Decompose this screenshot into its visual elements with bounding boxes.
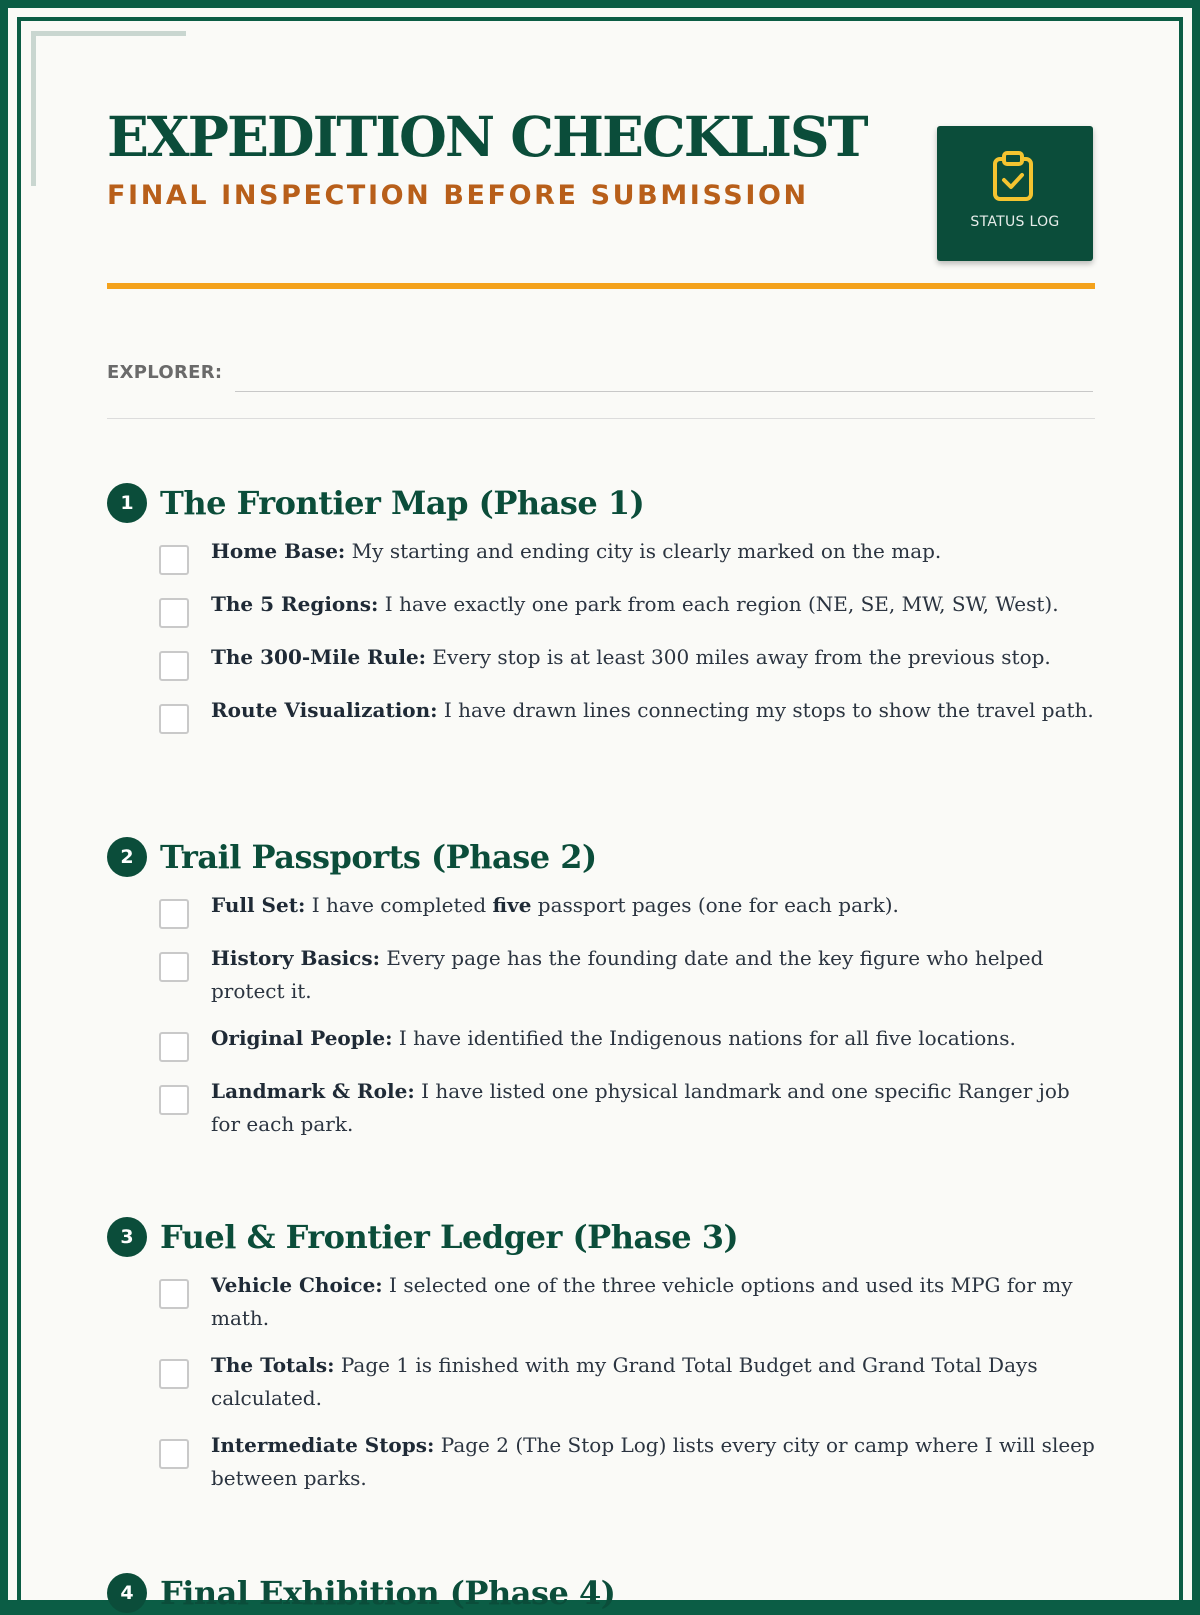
page-subtitle: FINAL INSPECTION BEFORE SUBMISSION	[107, 179, 809, 213]
section-number-badge: 4	[107, 1573, 147, 1613]
item-description: Page 1 is finished with my Grand Total Budget and Grand Total Days calculated.	[211, 1353, 1038, 1410]
status-log-label: STATUS LOG	[937, 214, 1093, 230]
item-description: Page 2 (The Stop Log) lists every city or camp where I will sleep between parks.	[211, 1433, 1095, 1490]
checklist-item-text	[211, 588, 1096, 621]
item-description: My starting and ending city is clearly marked on the map.	[345, 539, 941, 563]
checkbox[interactable]	[159, 899, 189, 929]
item-label: The 300-Mile Rule:	[211, 645, 426, 669]
item-label: Full Set:	[211, 893, 305, 917]
item-description: passport pages (one for each park).	[531, 893, 898, 917]
checklist-item-text	[211, 1349, 1096, 1415]
item-label: Intermediate Stops:	[211, 1433, 434, 1457]
item-label: Vehicle Choice:	[211, 1273, 383, 1297]
section-number-badge: 2	[107, 837, 147, 877]
item-description: I have completed	[305, 893, 492, 917]
checklist-item-text	[211, 1075, 1096, 1141]
clipboard-check-icon	[991, 151, 1035, 203]
checklist-item-text	[211, 1022, 1096, 1055]
item-description: I have listed one physical landmark and one specific Ranger job for each park.	[211, 1079, 1070, 1136]
section-title: Final Exhibition (Phase 4)	[160, 1571, 615, 1615]
explorer-name-field[interactable]	[235, 361, 1093, 392]
checklist-item-text	[211, 1429, 1096, 1495]
item-emphasis: five	[493, 893, 532, 917]
item-description: I have exactly one park from each region (NE, SE, MW, SW, West).	[378, 592, 1058, 616]
item-description: I selected one of the three vehicle options and used its MPG for my math.	[211, 1273, 1073, 1330]
section-title: The Frontier Map (Phase 1)	[160, 481, 644, 525]
checklist-item-text	[211, 889, 1096, 922]
checklist-item-text	[211, 535, 1096, 568]
checkbox[interactable]	[159, 1085, 189, 1115]
checklist-item-text	[211, 1269, 1096, 1335]
checkbox[interactable]	[159, 1359, 189, 1389]
item-label: History Basics:	[211, 946, 380, 970]
section-number-badge: 3	[107, 1217, 147, 1257]
item-description: I have drawn lines connecting my stops to show the travel path.	[438, 698, 1094, 722]
header-divider	[107, 283, 1095, 289]
item-label: Original People:	[211, 1026, 392, 1050]
section-title: Trail Passports (Phase 2)	[160, 835, 597, 879]
item-label: Landmark & Role:	[211, 1079, 415, 1103]
section-number-badge: 1	[107, 483, 147, 523]
item-label: Home Base:	[211, 539, 345, 563]
checklist-item-text	[211, 694, 1096, 727]
checkbox[interactable]	[159, 704, 189, 734]
item-label: The 5 Regions:	[211, 592, 378, 616]
status-log-button[interactable]	[937, 126, 1093, 261]
section-title: Fuel & Frontier Ledger (Phase 3)	[160, 1215, 738, 1259]
item-description: I have identified the Indigenous nations for all five locations.	[392, 1026, 1015, 1050]
item-description: Every page has the founding date and the key figure who helped protect it.	[211, 946, 1043, 1003]
checklist-item-text	[211, 641, 1096, 674]
checkbox[interactable]	[159, 1032, 189, 1062]
checkbox[interactable]	[159, 651, 189, 681]
item-description: Every stop is at least 300 miles away from the previous stop.	[426, 645, 1051, 669]
checkbox[interactable]	[159, 1279, 189, 1309]
checkbox[interactable]	[159, 545, 189, 575]
explorer-divider	[107, 418, 1095, 419]
checklist-item-text	[211, 942, 1096, 1008]
item-label: Route Visualization:	[211, 698, 438, 722]
checkbox[interactable]	[159, 598, 189, 628]
page-title: EXPEDITION CHECKLIST	[107, 107, 867, 167]
explorer-label: EXPLORER:	[107, 362, 222, 383]
checkbox[interactable]	[159, 952, 189, 982]
checkbox[interactable]	[159, 1439, 189, 1469]
checklist-sheet	[17, 17, 1183, 1600]
item-label: The Totals:	[211, 1353, 334, 1377]
